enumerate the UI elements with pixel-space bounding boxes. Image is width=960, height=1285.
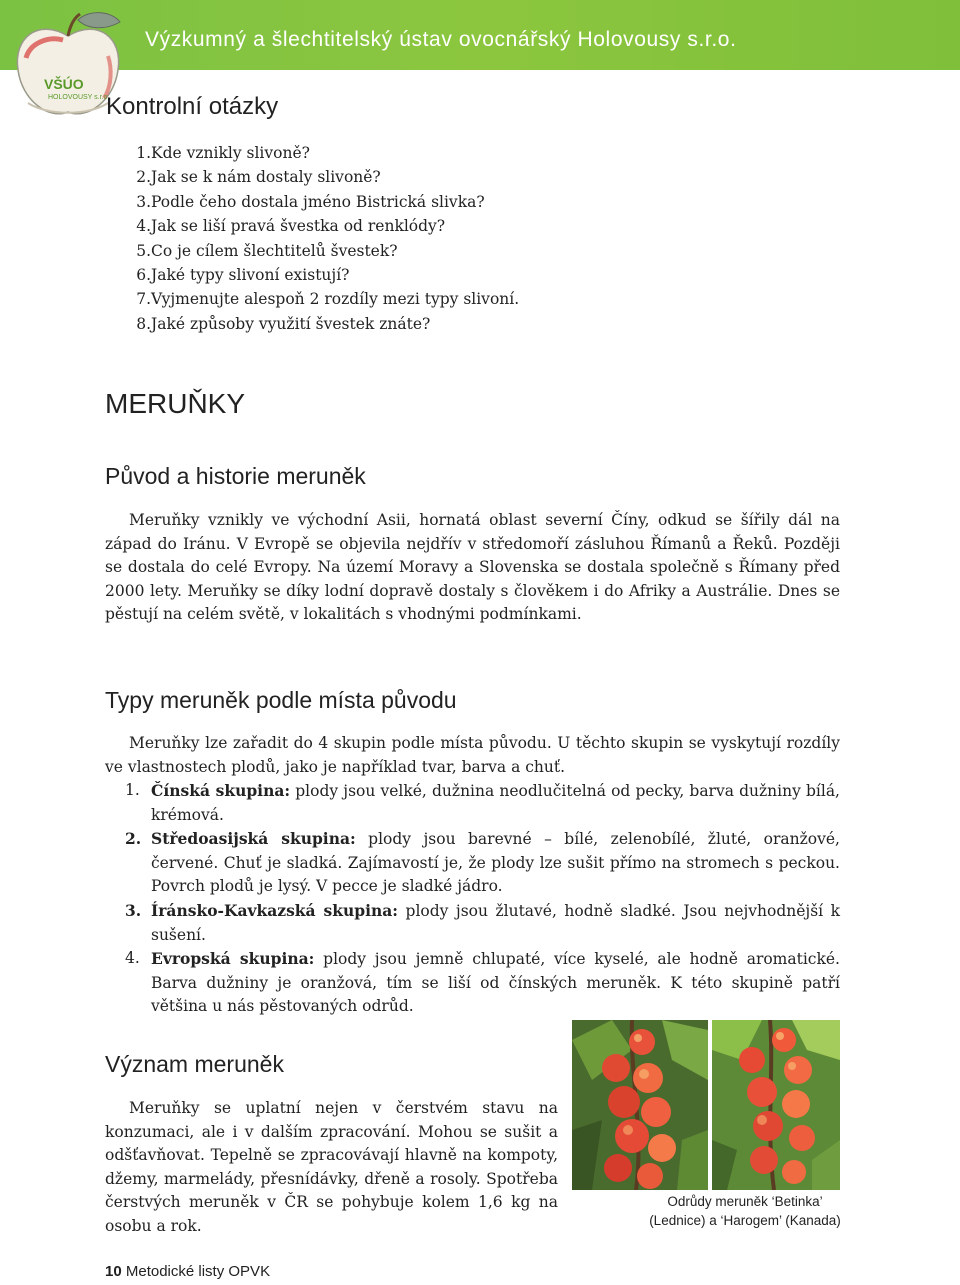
item-text: Co je cílem šlechtitelů švestek? [151,241,398,260]
item-number: 1. [136,144,151,162]
apricot-photo-image [572,1020,708,1190]
list-item [105,779,840,827]
item-body [151,899,840,947]
types-heading: Typy meruněk podle místa původu [105,687,457,713]
list-item [105,239,845,263]
origin-paragraph [105,509,840,627]
figure-caption [620,1192,870,1230]
item-text: Vyjmenujte alespoň 2 rozdíly mezi typy slivoní. [151,290,520,309]
item-number: 2. [125,829,142,849]
section-title: MERUŇKY [105,388,246,419]
item-number: 4. [125,949,140,968]
types-intro-paragraph [105,732,840,779]
list-item [105,312,845,336]
significance-text: Meruňky se uplatní nejen v čerstvém stavu na konzumaci, ale i v dalším zpracování. Mohou se sušit a odšťavňovat. Tepelně se zpracovávají hlavně na kompoty, džemy, marmelády, přesnídávky, dřeně a rosoly. Spotřeba čerstvých meruněk v ČR se pohybuje kolem 1,6 kg na osobu a rok. [105,1099,558,1235]
list-item [105,287,845,311]
list-item [105,190,845,214]
item-text: plody jsou jemně chlupaté, více kyselé, ale hodně aromatické. Barva dužniny je oranžová, tím se liší od čínských meruněk. K této skupině patří většina u nás pěstovaných odrůd. [151,950,840,1016]
header-title: Výzkumný a šlechtitelský ústav ovocnářský Holovousy s.r.o. [145,28,737,51]
significance-heading: Význam meruněk [105,1051,284,1077]
item-text: Jaké typy slivoní existují? [151,266,350,285]
types-intro-text: Meruňky lze zařadit do 4 skupin podle místa původu. U těchto skupin se vyskytují rozdíly ve vlastnostech plodů, jako je například tvar, barva a chuť. [105,734,840,776]
types-list [105,779,840,1019]
item-body [151,827,840,899]
list-item [105,899,840,947]
item-number: 6. [136,266,151,285]
item-body [151,779,840,827]
item-number: 5. [136,241,151,260]
page-number: 10 [105,1263,122,1280]
item-number: 8. [136,314,151,333]
caption-line: (Lednice) a ‘Harogem’ (Kanada) [649,1213,841,1228]
item-text: Podle čeho dostala jméno Bistrická slivka? [151,192,485,211]
questions-heading: Kontrolní otázky [106,93,279,120]
page-footer [105,1263,270,1280]
item-number: 3. [125,900,142,920]
apricot-photo-harogem [712,1020,840,1190]
item-text: Jaké způsoby využití švestek znáte? [151,314,431,333]
item-text: Jak se k nám dostaly slivoně? [151,168,381,187]
item-name: Íránsko-Kavkazská skupina: [151,900,399,920]
list-item [105,263,845,287]
item-name: Čínská skupina: [151,781,291,800]
item-text: plody jsou velké, dužnina neodlučitelná od pecky, barva dužniny bílá, krémová. [151,782,840,824]
item-number: 7. [136,290,151,309]
item-text: Kde vznikly slivoně? [151,144,310,162]
item-number: 1. [125,781,140,799]
item-number: 2. [136,168,151,187]
origin-heading: Původ a historie meruněk [105,463,366,489]
footer-label: Metodické listy OPVK [121,1263,271,1280]
apricot-photo-image [712,1020,840,1190]
item-text: plody jsou barevné – bílé, zelenobílé, žluté, oranžové, červené. Chuť je sladká. Zajímavostí je, že plody lze sušit přímo na stromech s peckou. Povrch plodů je lysý. V pecce je sladké jádro. [151,830,840,896]
item-number: 4. [136,217,151,236]
item-number: 3. [136,192,151,211]
item-text: Jak se liší pravá švestka od renklódy? [151,217,446,236]
list-item [105,141,845,165]
apricot-photo-betinka [572,1020,708,1190]
item-text: plody jsou žlutavé, hodně sladké. Jsou nejvhodnější k sušení. [151,901,840,944]
list-item [105,947,840,1019]
origin-text: Meruňky vznikly ve východní Asii, hornatá oblast severní Číny, odkud se šířily dál na západ do Iránu. V Evropě se objevila nejdřív v středomoří zásluhou Římanů a Řeků. Později se dostala do celé Evropy. Na území Moravy a Slovenska se dostala společně s Římany před 2000 lety. Meruňky se díky lodní dopravě dostaly s člověkem i do Afriky a Austrálie. Dnes se pěstují na celém světě, v lokalitách s vhodnými podmínkami. [105,511,840,624]
item-body [151,947,840,1019]
item-name: Evropská skupina: [151,949,315,969]
significance-paragraph [105,1097,558,1239]
list-item [105,165,845,189]
list-item [105,827,840,899]
item-name: Středoasijská skupina: [151,829,356,849]
logo-subtext: HOLOVOUSY s.r.o. [48,94,110,101]
caption-line: Odrůdy meruněk ‘Betinka’ [667,1194,823,1209]
list-item [105,214,845,238]
logo-text: VŠÚO [44,76,84,92]
questions-list [105,141,845,336]
header-band [0,0,960,70]
